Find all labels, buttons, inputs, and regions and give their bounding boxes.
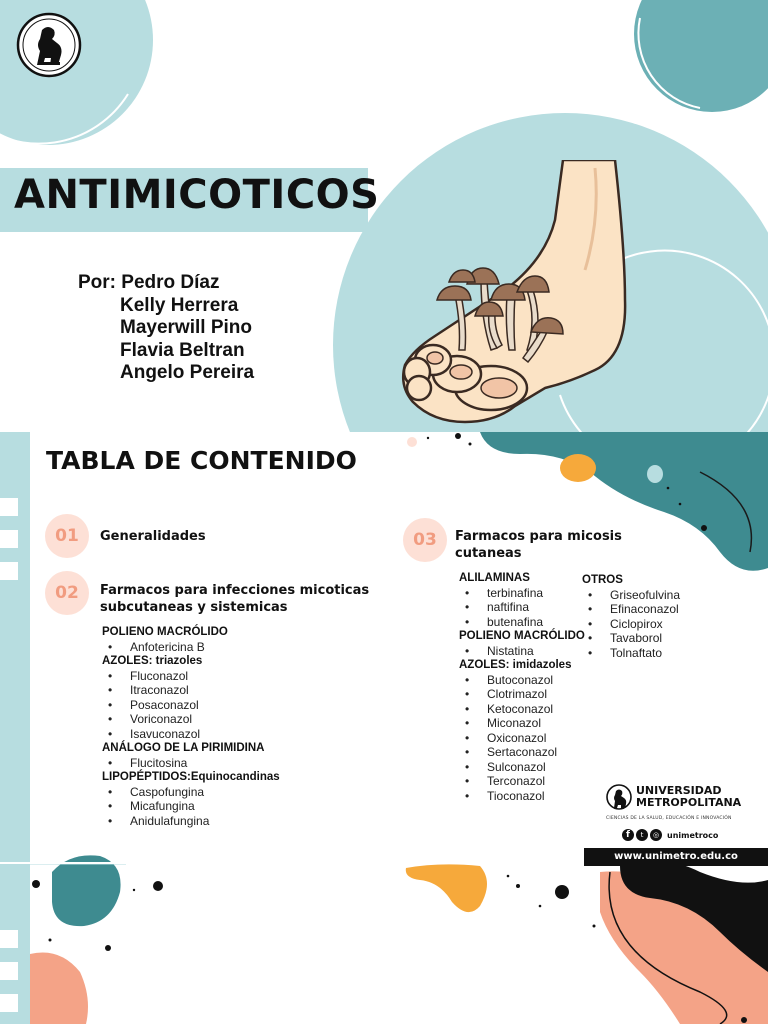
list-item: • Fluconazol [130,669,402,684]
drug-list [459,673,589,804]
author-line-1 [78,272,254,295]
author-name: Mayerwill Pino [120,317,252,338]
author-name: Kelly Herrera [120,294,239,316]
list-item: • Tolnaftato [610,646,712,661]
list-item: • Anfotericina B [130,640,402,655]
list-item: • Posaconazol [130,698,402,713]
university-tagline: CIENCIAS DE LA SALUD, EDUCACIÓN E INNOVACIÓN [606,816,732,821]
strip-notch [0,562,18,580]
drug-list [459,586,589,630]
instagram-icon[interactable]: ◎ [650,829,662,841]
drug-list [102,785,402,829]
social-handle: unimetroco [667,830,719,840]
list-item: • Efinaconazol [610,602,712,617]
category-label: ANÁLOGO DE LA PIRIMIDINA [102,742,265,754]
list-item: • Sulconazol [487,760,589,775]
section-title-03: Farmacos para micosis cutaneas [455,529,622,561]
list-item: • Tioconazol [487,789,589,804]
strip-notch [0,994,18,1012]
category-label: AZOLES: imidazoles [459,659,572,671]
section-title-01: Generalidades [100,529,206,544]
facebook-icon[interactable]: f [622,829,634,841]
list-item: • Terconazol [487,774,589,789]
strip-notch [0,498,18,516]
drug-list [102,669,402,742]
page-title: ANTIMICOTICOS [14,172,380,218]
orange-dot [560,454,596,482]
drug-list [102,640,402,655]
category-label: LIPOPÉPTIDOS:Equinocandinas [102,771,280,783]
list-item: • Voriconazol [130,712,402,727]
list-item: • butenafina [487,615,589,630]
university-url[interactable]: www.unimetro.edu.co [584,848,768,866]
category-label: ALILAMINAS [459,572,530,584]
list-item: • Oxiconazol [487,731,589,746]
author-name: Angelo Pereira [120,362,255,383]
list-item: • Miconazol [487,716,589,731]
category-label: AZOLES: triazoles [102,655,203,667]
list-item: • terbinafina [487,586,589,601]
drug-list [102,756,402,771]
list-item: • Nistatina [487,644,589,659]
top-right-circle [634,0,768,112]
list-item: • Micafungina [130,799,402,814]
author-name: Pedro Díaz [121,272,220,293]
university-name-line2: METROPOLITANA [636,796,742,809]
strip-notch [0,962,18,980]
list-item: • Isavuconazol [130,727,402,742]
section-02-content [102,625,402,828]
category-label: POLIENO MACRÓLIDO [459,630,585,642]
section-03-otros [582,573,712,660]
list-item: • Caspofungina [130,785,402,800]
list-item: • naftifina [487,600,589,615]
section-number-01: 01 [45,514,89,558]
university-logo [606,784,766,841]
section-number-03: 03 [403,518,447,562]
list-item: • Sertaconazol [487,745,589,760]
list-item: • Tavaborol [610,631,712,646]
toc-title: TABLA DE CONTENIDO [46,446,357,475]
seal-logo [16,12,82,78]
section-03-content [459,571,589,803]
category-label: POLIENO MACRÓLIDO [102,626,228,638]
twitter-icon[interactable]: t [636,829,648,841]
drug-list [459,644,589,659]
authors-prefix: Por: [78,272,116,293]
strip-notch [0,930,18,948]
section-number-02: 02 [45,571,89,615]
section-title-02: Farmacos para infecciones micoticas subcutaneas y sistemicas [100,583,370,615]
list-item: • Flucitosina [130,756,402,771]
list-item: • Ketoconazol [487,702,589,717]
university-name-line1: UNIVERSIDAD [636,784,722,797]
university-seal-icon [606,784,632,810]
list-item: • Itraconazol [130,683,402,698]
drug-list [582,588,712,661]
list-item: • Clotrimazol [487,687,589,702]
authors-block [78,272,254,385]
list-item: • Butoconazol [487,673,589,688]
list-item: • Anidulafungina [130,814,402,829]
strip-notch [0,530,18,548]
list-item: • Ciclopirox [610,617,712,632]
author-name: Flavia Beltran [120,339,245,361]
category-label: OTROS [582,574,623,586]
foot-fungus-illustration [395,160,655,432]
list-item: • Griseofulvina [610,588,712,603]
teal-blob-bottom-left [52,855,121,926]
